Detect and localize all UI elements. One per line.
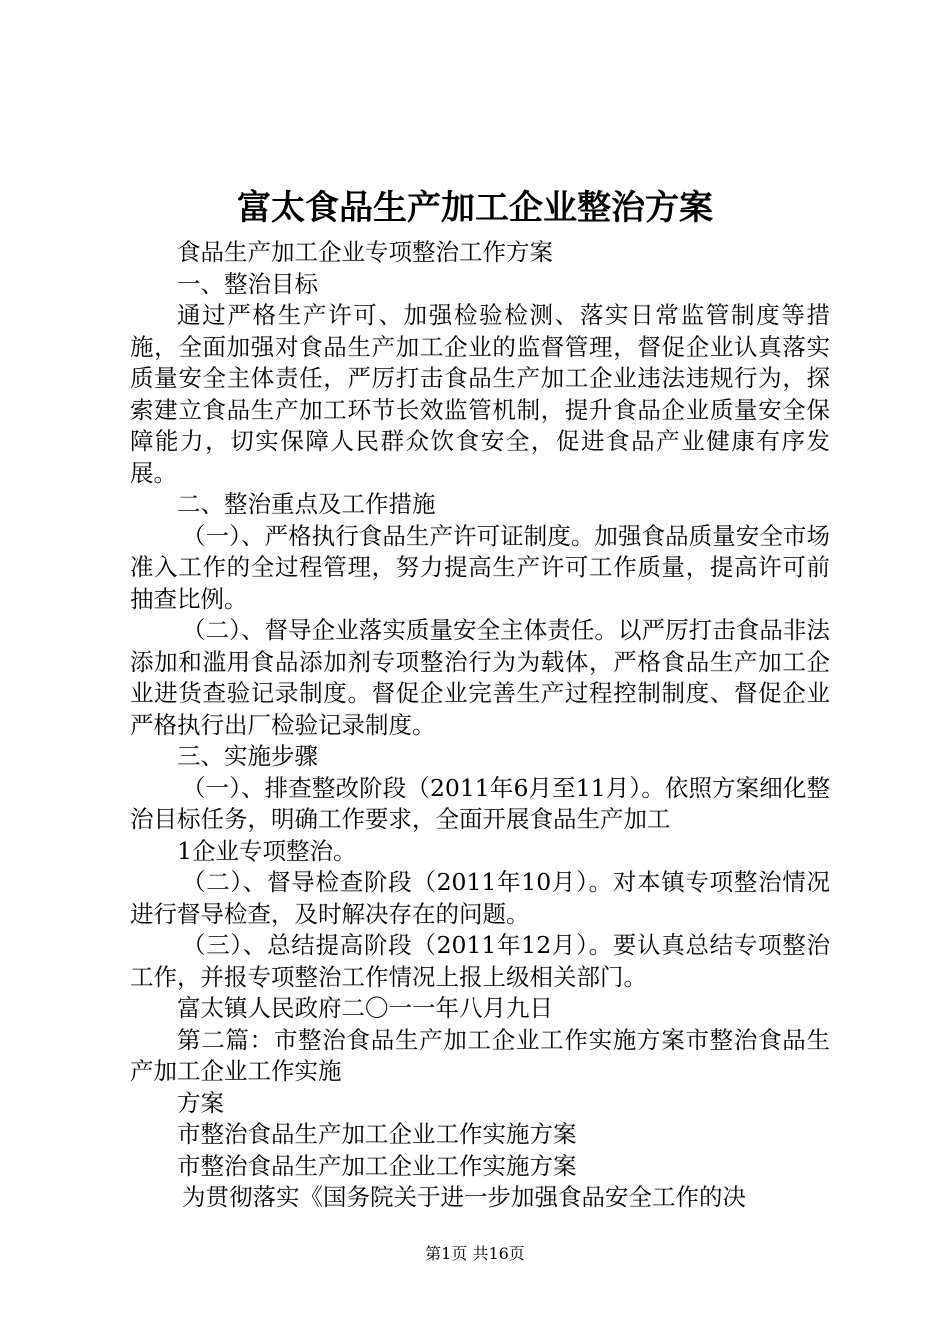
paragraph-subtitle: 食品生产加工企业专项整治工作方案 — [177, 238, 553, 266]
paragraph-measure-2: （二）、督导企业落实质量安全主体责任。以严厉打击食品非法添加和滥用食品添加剂专项整治行为为载体，严格食品生产加工企业进货查验记录制度。督促企业完善生产过程控制制度、督促企业严格执行出厂检验记录制度。 — [130, 616, 830, 739]
paragraph-step-2: （二）、督导检查阶段（2011年10月）。对本镇专项整治情况进行督导检查，及时解决存在的问题。 — [130, 868, 830, 928]
paragraph-part-two-fangan: 方案 — [177, 1088, 224, 1117]
paragraph-part-two-intro: 为贯彻落实《国务院关于进一步加强食品安全工作的决 — [182, 1183, 746, 1211]
heading-section-3: 三、实施步骤 — [177, 742, 318, 770]
paragraph-measure-1: （一）、严格执行食品生产许可证制度。加强食品质量安全市场准入工作的全过程管理，努力提高生产许可工作质量，提高许可前抽查比例。 — [130, 521, 830, 613]
paragraph-step-1-cont: 1企业专项整治。 — [177, 836, 357, 865]
paragraph-step-1: （一）、排查整改阶段（2011年6月至11月）。依照方案细化整治目标任务，明确工作要求，全面开展食品生产加工 — [130, 773, 830, 833]
paragraph-signature: 富太镇人民政府二〇一一年八月九日 — [177, 994, 553, 1022]
document-title: 富太食品生产加工企业整治方案 — [237, 188, 713, 228]
paragraph-part-two-heading: 第二篇：市整治食品生产加工企业工作实施方案市整治食品生产加工企业工作实施 — [130, 1025, 830, 1085]
paragraph-part-two-title-2: 市整治食品生产加工企业工作实施方案 — [177, 1151, 577, 1180]
heading-section-1: 一、整治目标 — [177, 269, 318, 298]
heading-section-2: 二、整治重点及工作措施 — [177, 490, 436, 518]
page-footer: 第1页 共16页 — [425, 1244, 525, 1263]
paragraph-step-3: （三）、总结提高阶段（2011年12月）。要认真总结专项整治工作，并报专项整治工作情况上报上级相关部门。 — [130, 931, 830, 991]
paragraph-goal: 通过严格生产许可、加强检验检测、落实日常监管制度等措施，全面加强对食品生产加工企业的监督管理，督促企业认真落实质量安全主体责任，严厉打击食品生产加工企业违法违规行为，探索建立食品生产加工环节长效监管机制，提升食品企业质量安全保障能力，切实保障人民群众饮食安全，促进食品产业健康有序发展。 — [130, 301, 830, 487]
paragraph-part-two-title-1: 市整治食品生产加工企业工作实施方案 — [177, 1120, 577, 1148]
document-body — [130, 237, 830, 1214]
